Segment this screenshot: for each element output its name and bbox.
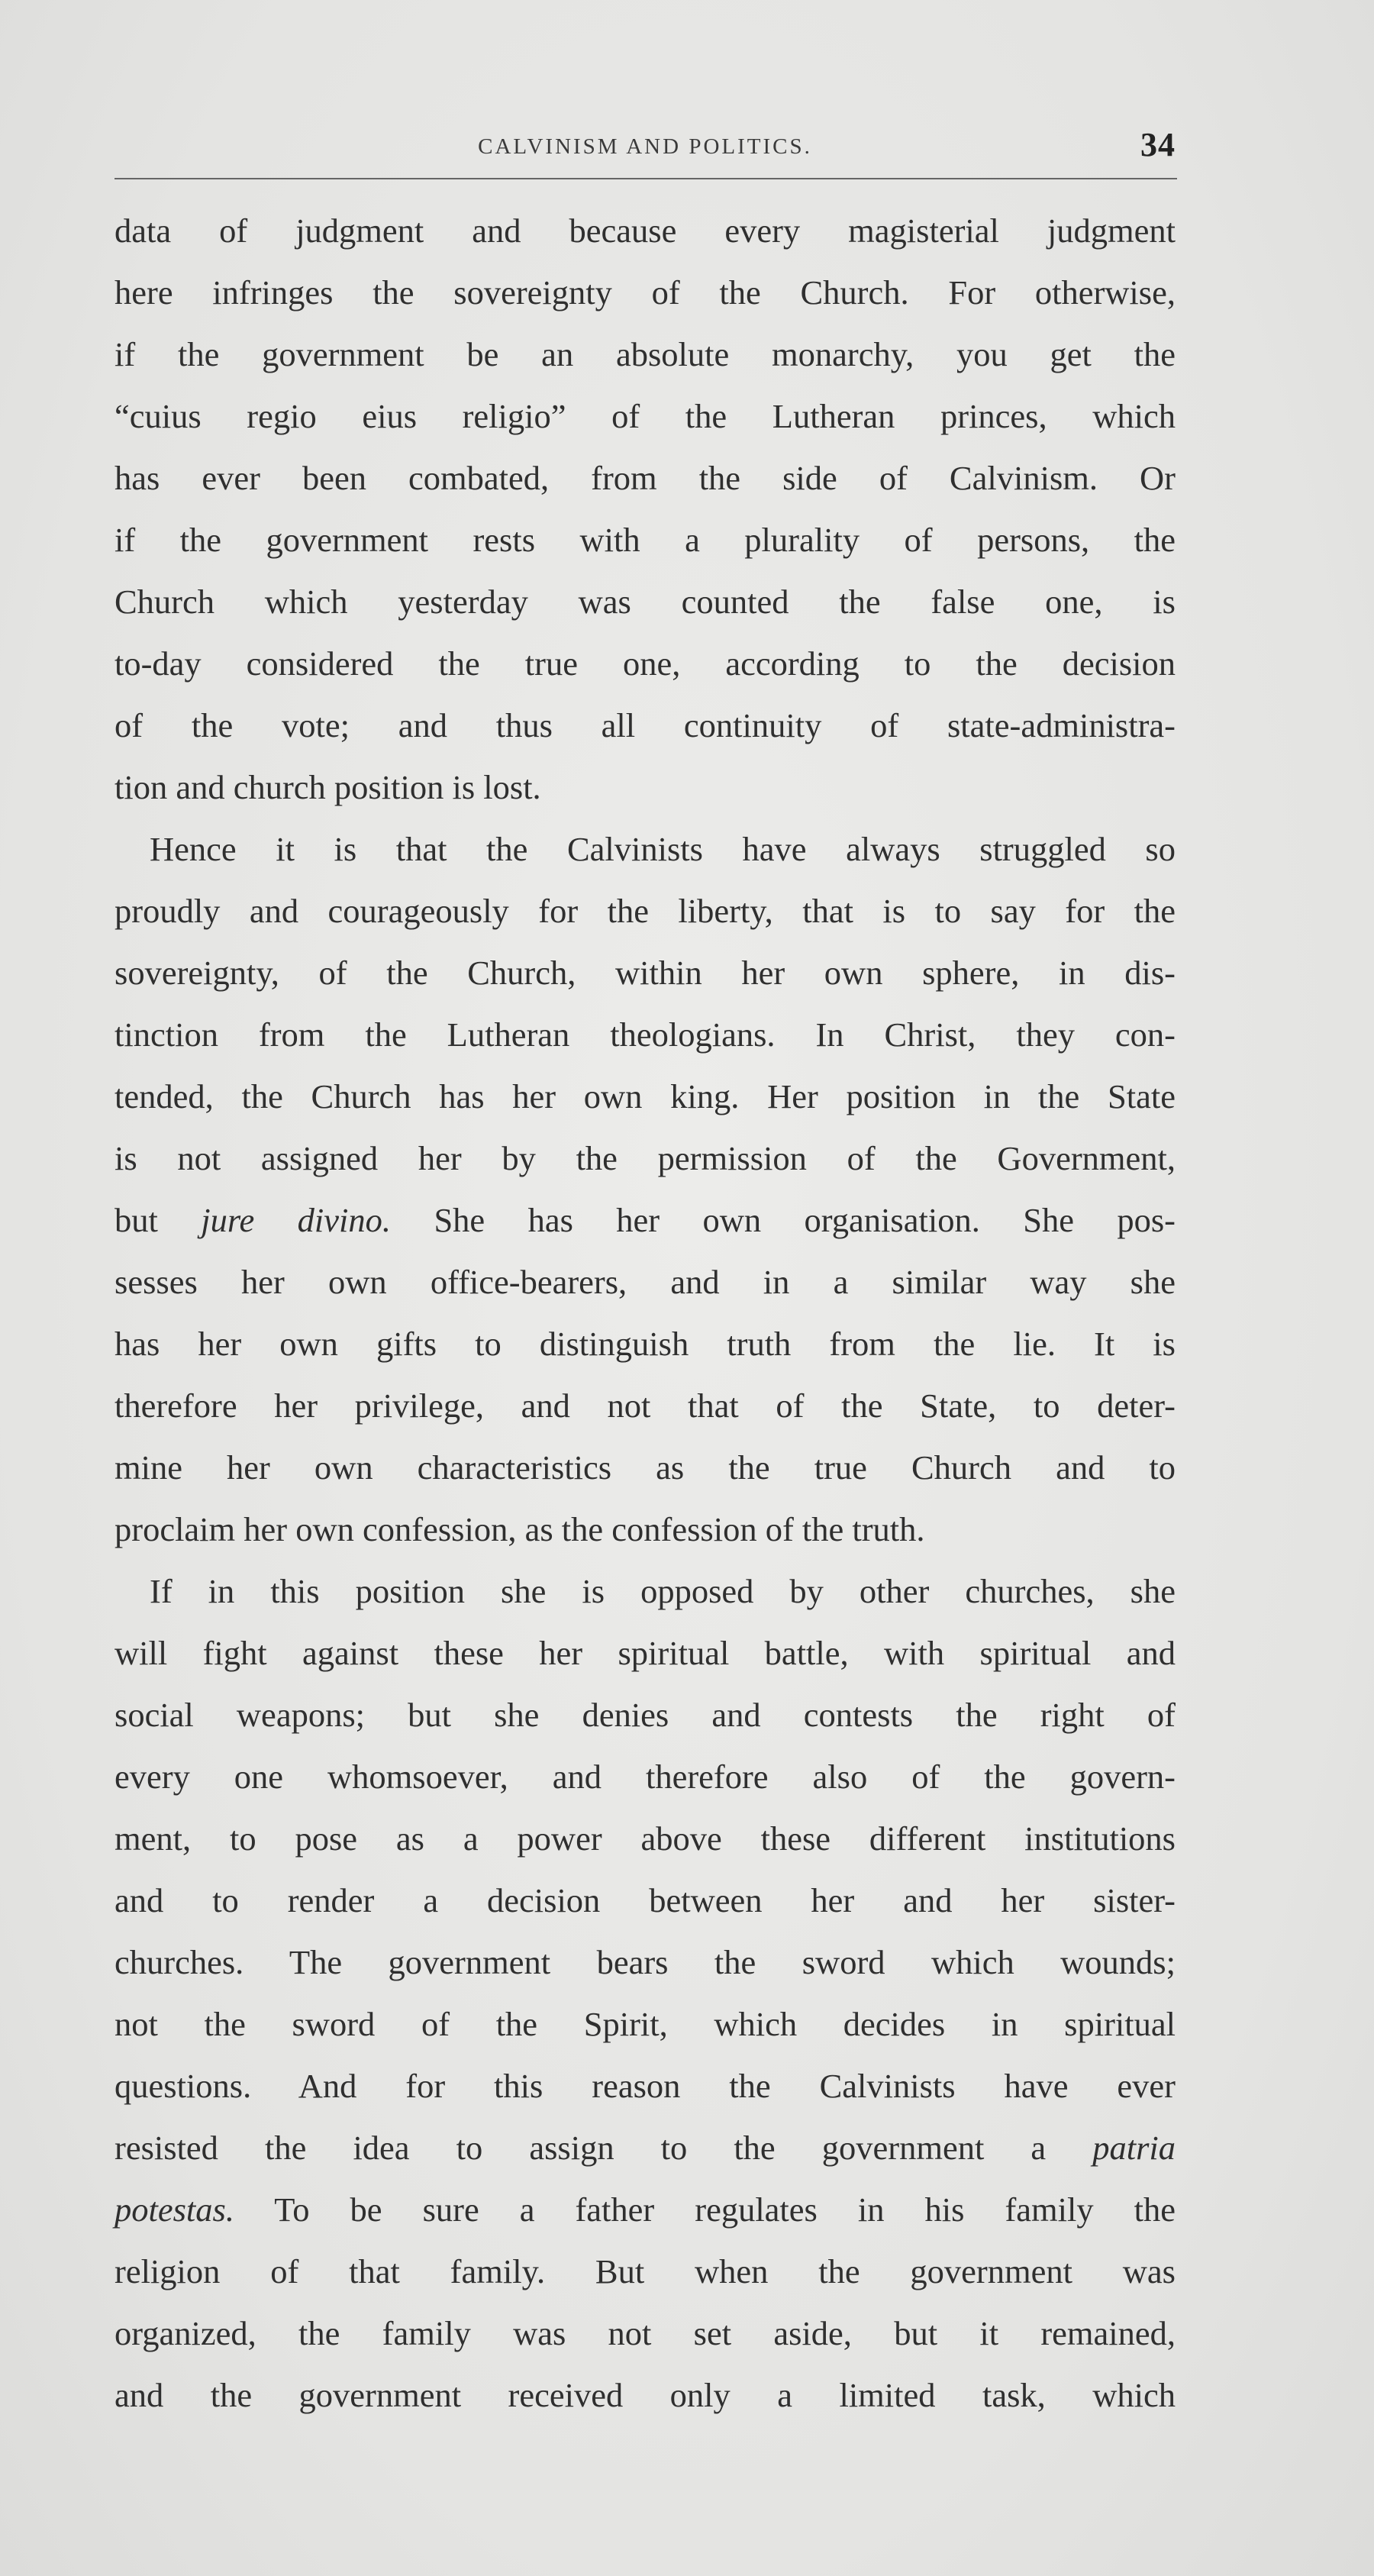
text-line: ment, to pose as a power above these different institutions — [114, 1819, 1176, 1858]
text-line: and the government received only a limited task, which — [114, 2376, 1176, 2414]
text-run: resisted the idea to assign to the government a — [114, 2129, 1093, 2167]
text-line: to-day considered the true one, according to the decision — [114, 644, 1176, 683]
text-line — [114, 2117, 1176, 2179]
text-line: tion and church position is lost. — [114, 768, 541, 806]
text-line: Hence it is that the Calvinists have always struggled so — [150, 830, 1176, 868]
text-line: questions. And for this reason the Calvinists have ever — [114, 2067, 1176, 2105]
text-line: sovereignty, of the Church, within her own sphere, in dis- — [114, 954, 1176, 992]
text-line: of the vote; and thus all continuity of state-administra- — [114, 706, 1176, 744]
italic-latin-phrase: jure divino. — [201, 1201, 392, 1239]
running-header — [114, 122, 1176, 176]
text-line: religion of that family. But when the government was — [114, 2252, 1176, 2290]
text-line: proclaim her own confession, as the confession of the truth. — [114, 1510, 925, 1548]
running-title: CALVINISM AND POLITICS. — [478, 134, 812, 159]
text-line: not the sword of the Spirit, which decides in spiritual — [114, 2005, 1176, 2043]
text-line: churches. The government bears the sword which wounds; — [114, 1943, 1176, 1981]
text-line: is not assigned her by the permission of the Government, — [114, 1139, 1176, 1177]
text-line: and to render a decision between her and her sister- — [114, 1881, 1176, 1919]
text-line: social weapons; but she denies and contests the right of — [114, 1696, 1176, 1734]
text-line — [114, 1190, 1176, 1251]
italic-latin-phrase: patria — [1092, 2129, 1176, 2167]
text-line — [114, 2179, 1176, 2241]
text-line: organized, the family was not set aside, but it remained, — [114, 2314, 1176, 2352]
text-run: To be sure a father regulates in his family the — [234, 2190, 1176, 2229]
text-line: sesses her own office-bearers, and in a similar way she — [114, 1263, 1176, 1301]
text-run: She has her own organisation. She pos- — [391, 1201, 1176, 1239]
text-line: has her own gifts to distinguish truth from the lie. It is — [114, 1325, 1176, 1363]
text-line: every one whomsoever, and therefore also of the govern- — [114, 1758, 1176, 1796]
text-line: if the government be an absolute monarchy, you get the — [114, 335, 1176, 373]
text-line: here infringes the sovereignty of the Church. For otherwise, — [114, 273, 1176, 312]
text-line: If in this position she is opposed by other churches, she — [150, 1572, 1176, 1610]
text-line: if the government rests with a plurality of persons, the — [114, 521, 1176, 559]
body-text — [114, 200, 1176, 2426]
text-line: tinction from the Lutheran theologians. In Christ, they con- — [114, 1015, 1176, 1054]
text-line: proudly and courageously for the liberty, that is to say for the — [114, 892, 1176, 930]
text-line: will fight against these her spiritual battle, with spiritual and — [114, 1634, 1176, 1672]
text-line: has ever been combated, from the side of Calvinism. Or — [114, 459, 1176, 497]
text-line: therefore her privilege, and not that of the State, to deter- — [114, 1386, 1176, 1425]
text-line: tended, the Church has her own king. Her position in the State — [114, 1077, 1176, 1115]
text-run: but — [114, 1201, 202, 1239]
header-rule — [114, 178, 1177, 179]
text-line: data of judgment and because every magisterial judgment — [114, 211, 1176, 250]
text-line: “cuius regio eius religio” of the Lutheran princes, which — [114, 397, 1176, 435]
text-line: Church which yesterday was counted the false one, is — [114, 583, 1176, 621]
page-number: 34 — [1140, 126, 1176, 163]
text-line: mine her own characteristics as the true Church and to — [114, 1448, 1176, 1487]
italic-latin-phrase: potestas. — [114, 2190, 234, 2229]
